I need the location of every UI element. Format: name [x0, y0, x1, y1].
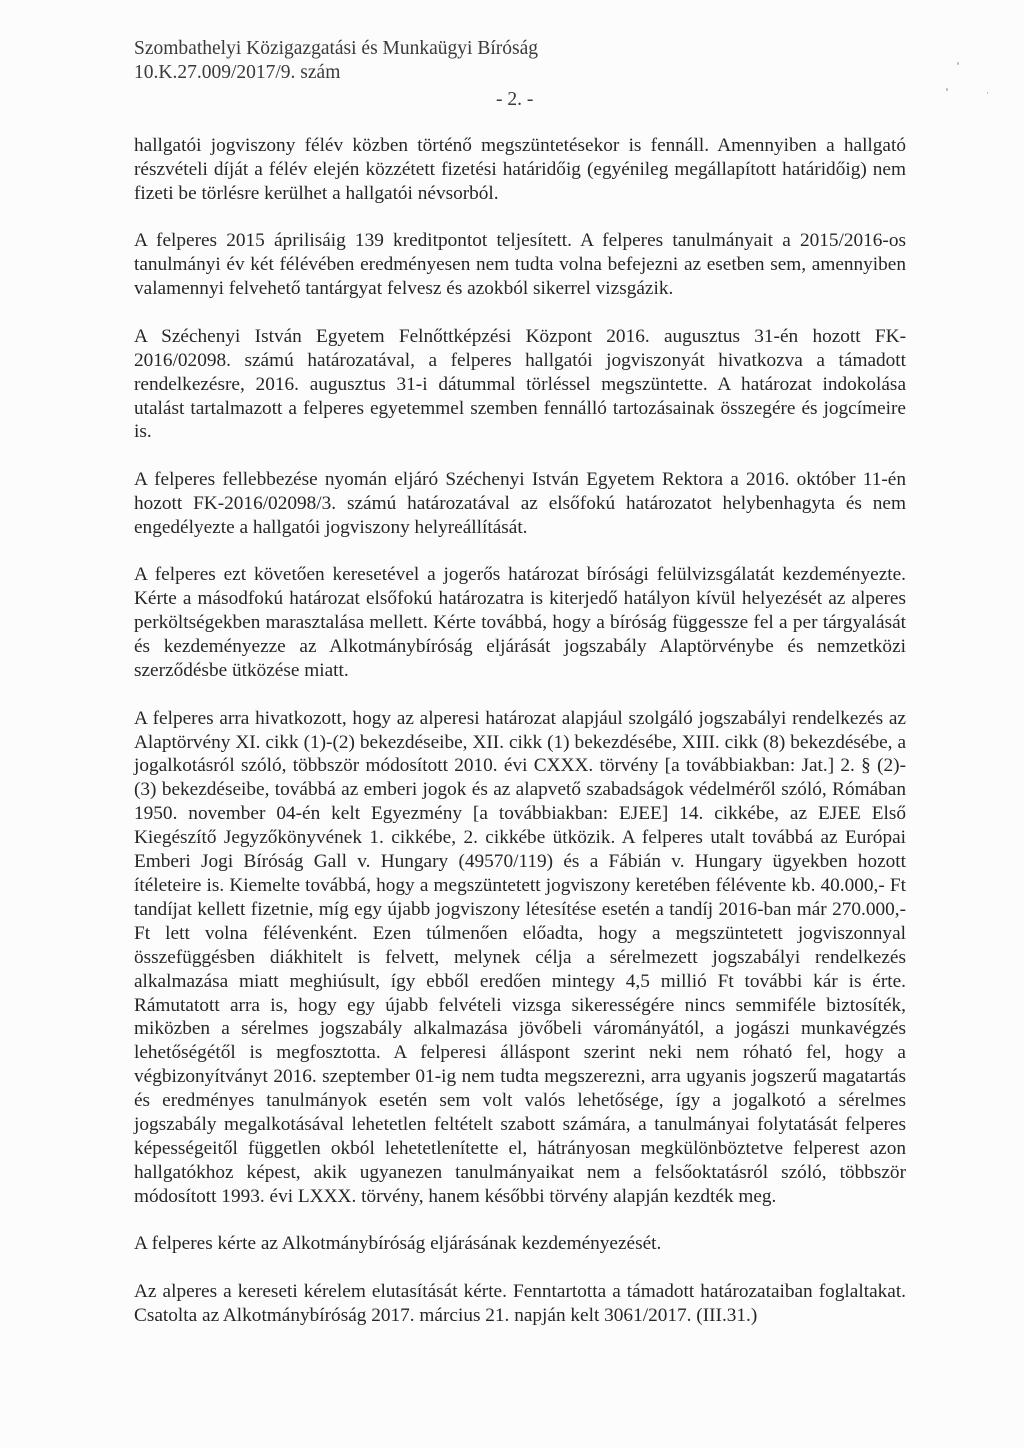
case-number: 10.K.27.009/2017/9. szám	[134, 62, 341, 83]
paragraph-6: A felperes arra hivatkozott, hogy az alperesi határozat alapjául szolgáló jogszabályi rendelkezés az Alaptörvény XI. cikk (1)-(2) bekezdéseibe, XII. cikk (1) bekezdésébe, XIII. cikk (8) bekezdésébe, a jogalkotásról szóló, többször módosított 2010. évi CXXX. törvény [a továbbiakban: Jat.] 2. § (2)-(3) bekezdéseibe, továbbá az emberi jogok és az alapvető szabadságok védelméről szóló, Rómában 1950. november 04-én kelt Egyezmény [a továbbiakban: EJEE] 14. cikkébe, az EJEE Első Kiegészítő Jegyzőkönyvének 1. cikkébe, 2. cikkébe ütközik. A felperes utalt továbbá az Európai Emberi Jogi Bíróság Gall v. Hungary (49570/119) és a Fábián v. Hungary ügyekben hozott ítéleteire is. Kiemelte továbbá, hogy a megszüntetett jogviszony keretében félévente kb. 40.000,- Ft tandíjat kellett fizetnie, míg egy újabb jogviszony létesítése esetén a tandíj 2016-ban már 270.000,- Ft lett volna félévenként. Ezen túlmenően előadta, hogy a megszüntetett jogviszonnyal összefüggésben diákhitelt is felvett, melynek célja a sérelmezett jogszabályi rendelkezés alkalmazása miatt meghiúsult, így ebből eredően mintegy 4,5 millió Ft további kár is érte. Rámutatott arra is, hogy egy újabb felvételi vizsga sikerességére nincs semmiféle biztosíték, miközben a sérelmes jogszabály alkalmazása jövőbeli várományától, a jogászi munkavégzés lehetőségétől is megfosztotta. A felperesi álláspont szerint neki nem róható fel, hogy a végbizonyítványt 2016. szeptember 01-ig nem tudta megszerezni, arra ugyanis jogszerű magatartás és eredményes tanulmányok esetén sem volt valós lehetősége, így a jogalkotó a sérelmes jogszabály megalkotásával lehetetlen feltételt szabott számára, a tanulmányai folytatását felperes képességeitől független okból lehetetlenítette el, hátrányosan megkülönböztetve felperest azon hallgatókhoz képest, akik ugyanezen tanulmányaikat nem a felsőoktatásról szóló, többször módosított 1993. évi LXXX. törvény, hanem későbbi törvény alapján kezdték meg.	[134, 707, 906, 1207]
paragraph-1: hallgatói jogviszony félév közben történő megszüntetésekor is fennáll. Amennyiben a hallgató részvételi díját a félév elején közzétett fizetési határidőig (egyénileg megállapított határidőig) nem fizeti be törlésre kerülhet a hallgatói névsorból.	[134, 135, 906, 204]
paragraph-4: A felperes fellebbezése nyomán eljáró Széchenyi István Egyetem Rektora a 2016. október 11-én hozott FK-2016/02098/3. számú határozatával az elsőfokú határozatot helybenhagyta és nem engedélyezte a hallgatói jogviszony helyreállítását.	[134, 469, 906, 538]
scan-speck	[946, 88, 948, 91]
paragraph-5: A felperes ezt követően keresetével a jogerős határozat bírósági felülvizsgálatát kezdeményezte. Kérte a másodfokú határozat elsőfokú határozatra is kiterjedő hatályon kívül helyezését az alperes perköltségekben marasztalása mellett. Kérte továbbá, hogy a bíróság függessze fel a per tárgyalását és kezdeményezze az Alkotmánybíróság eljárását jogszabály Alaptörvénybe és nemzetközi szerződésbe ütközése miatt.	[134, 564, 906, 682]
paragraph-2: A felperes 2015 áprilisáig 139 kreditpontot teljesített. A felperes tanulmányait a 2015/2016-os tanulmányi év két félévében eredményesen nem tudta volna befejezni az esetben sem, amennyiben valamennyi felvehető tantárgyat felvesz és azokból sikerrel vizsgázik.	[134, 230, 906, 300]
page-number: - 2. -	[496, 89, 534, 110]
scan-speck	[957, 62, 959, 65]
document-header	[134, 37, 538, 85]
paragraph-7: A felperes kérte az Alkotmánybíróság eljárásának kezdeményezését.	[134, 1233, 662, 1255]
paragraph-8: Az alperes a kereseti kérelem elutasítását kérte. Fenntartotta a támadott határozataiban foglaltakat. Csatolta az Alkotmánybíróság 2017. március 21. napján kelt 3061/2017. (III.31.)	[134, 1280, 906, 1326]
court-name: Szombathelyi Közigazgatási és Munkaügyi Bíróság	[134, 38, 538, 59]
scan-speck	[987, 92, 988, 94]
paragraph-3: A Széchenyi István Egyetem Felnőttképzési Központ 2016. augusztus 31-én hozott FK-2016/02098. számú határozatával, a felperes hallgatói jogviszonyát hivatkozva a támadott rendelkezésre, 2016. augusztus 31-i dátummal törléssel megszüntette. A határozat indokolása utalást tartalmazott a felperes egyetemmel szemben fennálló tartozásainak összegére és jogcímeire is.	[134, 325, 906, 443]
document-body	[134, 134, 906, 1351]
